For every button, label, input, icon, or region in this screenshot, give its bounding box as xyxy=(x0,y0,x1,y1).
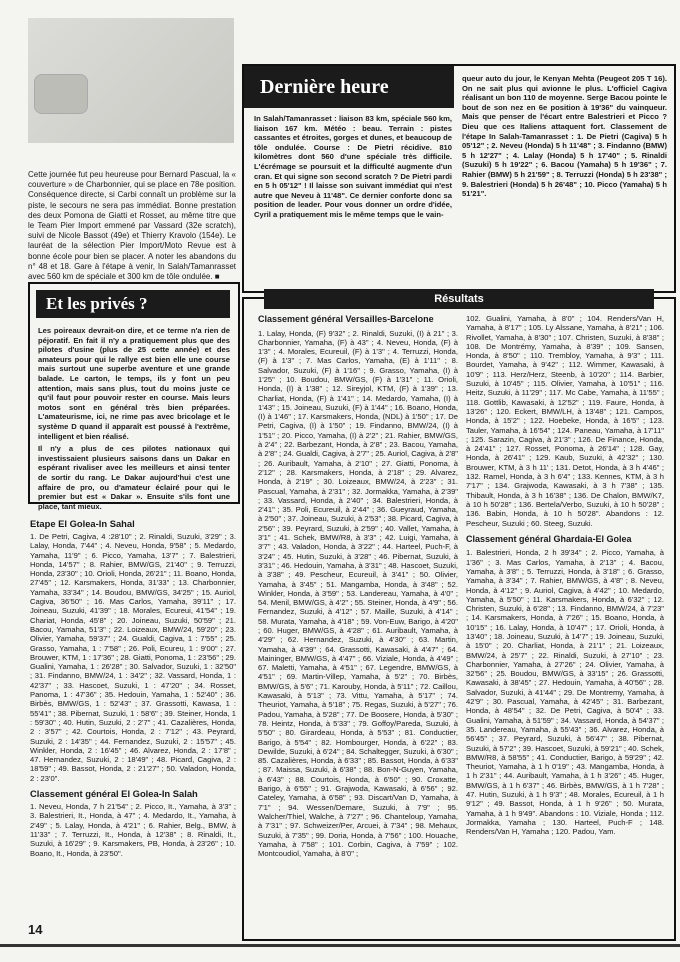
etape-results xyxy=(30,516,236,860)
etape-sahal-title: Etape El Golea-In Sahal xyxy=(30,518,135,529)
prives-paragraph-2: Il n'y a plus de ces pilotes nationaux qui investissaient plusieurs saisons dans un Dakar en espérant rivaliser avec les meilleurs et ainsi tenter de sortir du rang. Le Dakar aujourd'hui c'est une affaire de pro, ou d'amateur éclairé pour qui le premier but est « Dakar ». Ensuite s'ils font une place, tant mieux. xyxy=(38,444,230,511)
photo-badge xyxy=(34,74,88,114)
derniere-heure-column-1: In Salah/Tamanrasset : liaison 83 km, spéciale 560 km, liaison 167 km. Météo : beau. Terrain : pistes cassantes et étroites, gorges et dunes, et beaucoup de tôle ondulée. Course : De Pietri récidive. 810 kilomètres dont 560 d'une spéciale très difficile. L'écrémage se poursuit et la difficulté augmente d'un cran. Et qui signe son second scratch ? De Pietri pardi en 5 h 05'12" ! Il laisse son suivant immédiat qui n'est autre que Neveu à 11'48". Ce dernier conforte donc sa position de leader. Pour vous donner un ordre d'idée, Cyril a pratiquement mis le même temps que le vain- xyxy=(254,114,452,219)
resultats-title: Résultats xyxy=(264,289,654,309)
gen-vb-title: Classement général Versailles-Barcelone xyxy=(258,314,434,324)
bottom-rule xyxy=(0,944,680,947)
intro-paragraph: Cette journée fut peu heureuse pour Bernard Pascual, la « couverture » de Charbonnier, qui se place en 78e position. Conséquence directe, si Carbi connaît un problème sur la piste, le secours ne sera pas immédiat. Bonne prestation des deux Pomona de Giatti et Rosset, au même titre que le Team Pier Import emmené par Vassard (32e scratch), suivi de Nicole Bassot (49e) et Thierry Kravolo (154e). Le lauréat de la sélection Pier Import/Moto Revue est à bonne école pour bien se placer. A noter les abandons du n° 48 et 18. Gare à l'étape à venir, In Salah/Tamanrasset avec 560 km de spéciale et 300 km de tôle ondulée. ■ xyxy=(28,170,236,282)
gen-vb-text-part1: 1. Lalay, Honda, (F) 9'32" ; 2. Rinaldi, Suzuki, (I) à 21" ; 3. Charbonnier, Yamaha, (F) à 43" ; 4. Neveu, Honda, (F) à 1'3" ; 4. Morales, Ecureuil, (F) à 1'3" ; 4. Terruzzi, Honda, (F) à 1'3" ; 7. Mas Carlos, Yamaha, (E) à 1'11" ; 8. Salvador, Suzuki, (F) à 1'16" ; 9. Grasso, Yamaha, (I) à 1'25" ; 10. Boudou, BMW/GS, (F) à 1'31" ; 11. Orioli, Honda, (I) à 1'38" ; 12. Sireyjol, KTM, (F) à 1'39" ; 13. Charliat, Honda, (F) à 1'41" ; 14. Medardo, Yamaha, (I) à 1'43" ; 15. Joineau, Suzuki, (F) à 1'44" ; 16. Boano, Honda, (I) à 1'46" ; 17. Karsmakers, Honda, (NDL) à 1'50" ; 17. De Petri, Cagiva, (I) à 1'50" ; 19. Findanno, BMW/24, (I) à 1'51" ; 20. Picco, Yamaha, (I) à 2'2" ; 21. Rahier, BMW/GS, à 2'4" ; 22. Barbezant, Honda, à 2'8" ; 23. Bacou, Yamaha, à 2'8" ; 24. Gualdi, Cagiva, à 2'7" ; 25. Auriol, Cagiva, à 2'8" ; 26. Auribault, Yamaha, à 2'10" ; 27. Giatti, Ponoma, à 2'12" ; 28. Karsmakers, Honda, à 2'18" ; 29. Alvarez, Honda, à 2'19" ; 30. Loizeaux, BMW/24, à 2'23" ; 31. Pascual, Yamaha, à 2'31" ; 32. Jormakka, Yamaha, à 2'39" ; 33. Vassard, Honda, à 2'40" ; 34. Balestrieri, Honda, à 2'41" ; 35. Poli, Ecureuil, à 2'44" ; 36. Gueyraud, Yamaha, à 2'50" ; 37. Joineau, Suzuki, à 2'53" ; 38. Picard, Cagiva, à 2'56" ; 39. Peyrard, Suzuki, à 2'59" ; 40. Vallet, Yamaha, à 3'1" ; 41. Schek, BMW/R8, à 3'3" ; 42. Luigi, Yamaha, à 3'7" ; 43. Valadon, Honda, à 3'22" ; 44. Harteel, Puch-F, à 3'24" ; 45. Hutin, Suzuki, à 3'28" ; 46. Pibernat, Suzuki, à 3'31" ; 46. Hedouin, Yamaha, à 3'31" ; 48. Hascoet, Suzuki, à 3'38" ; 49. Pescheur, Ecureuil, à 3'41" ; 50. Olivier, Yamaha, à 3'45" ; 51. Mangamba, Honda, à 3'48" ; 52. Winkler, Honda, à 3'59" ; 53. Landereau, Yamaha, à 4'0" ; 54. Menil, BMW/GS, à 4'2" ; 55. Steiner, Honda, à 4'9" ; 56. Fernandez, Suzuki, à 4'12" ; 57. Maille, Suzuki, à 4'14" ; 58. Murata, Yamaha, à 4'18" ; 59. Von-Euw, Barigo, à 4'20" ; 60. Huger, BMW/GS, à 4'28" ; 61. Auribault, Yamaha, à 4'29" ; 62. Hernandez, Suzuki, à 4'30" ; 63. Martin, Yamaha, à 4'39" ; 64. Grassotti, Kawasaki, à 4'47" ; 64. Maininger, BMW/GS, à 4'47" ; 66. Viziale, Honda, à 4'49" ; 67. Maletti, Yamaha, à 4'51" ; 67. Legendre, BMW/GS, à 4'51" ; 69. Martin-Villep, Yamaha, à 5'2" ; 70. Birbès, BMW/GS, à 5'6" ; 71. Karouby, Honda, à 5'11" ; 72. Caillou, Kawasaki, à 5'13" ; 73. Vittu, Yamaha, à 5'17" ; 74. Theuriot, Yamaha, à 5'18" ; 75. Regas, Suzuki, à 5'27" ; 76. Padou, Yamaha, à 5'28" ; 77. De Boosere, Honda, à 5'30" ; 78. Heintz, Honda, à 5'33" ; 79. Goffoy/Pareda, Suzuki, à 5'50" ; 80. Girardeau, Honda, à 5'53" ; 81. Conductier, Barigo, à 5'54" ; 82. Hombourger, Honda, à 6'22" ; 83. Dewilde, Suzuki, à 6'24" ; 84. Schaltegger, Suzuki, à 6'30" ; 85. Cazalières, Honda, à 6'33" ; 85. Bassot, Honda, à 6'33" ; 87. Maissa, Suzuki, à 6'38" ; 88. Bon-N-Guyen, Yamaha, à 6'43" ; 88. Courtois, Honda, à 6'50" ; 90. Croxatte, Barigo, à 6'55" ; 91. Grajwoda, Kawasaki, à 6'56" ; 92. Cateley, Yamaha, à 6'58" ; 93. Discart/Van D, Yamaha, à 7'1" ; 94. Wessen/Demare, Suzuki, à 7'9" ; 95. Walcher/Thiel, Walche, à 7'27" ; 96. Chanteloup, Yamaha, à 7'31" ; 97. Schweizer/Per, Arcuei, à 7'34" ; 98. Mehaux, Suzuki, à 7'35" ; 99. Doria, Honda, à 7'56" ; 100. Houache, Yamaha, à 7'58" ; 101. Corbin, Cagiva, à 7'59" ; 102. Montcoudiol, Yamaha, à 8'0" ; xyxy=(258,328,458,859)
gen-in-salah-title: Classement général El Golea-In Salah xyxy=(30,788,198,800)
etape-sahal-text: 1. De Petri, Cagiva, 4 :28'10" ; 2. Rinaldi, Suzuki, 3'29" ; 3. Lalay, Honda, 7'44" ; 4. Neveu, Honda, 9'58" ; 5. Medardo, Yamaha, 11'9" ; 6. Picco, Yamaha, 13'7" ; 7. Balestrieri, Honda, 14'57" ; 8. Rahier, BMW/GS, 21'40" ; 9. Terruzzi, Honda, 23'30" ; 10. Orioli, Honda, 26'21" ; 11. Boano, Honda, 27'45" ; 12. Karsmakers, Honda, 31'33" ; 13. Charbonnier, Yamaha, 33'34" ; 14. Boudou, BMW/GS, 34'25" ; 15. Auriol, Cagiva, 36'50" ; 16. Mas Carlos, Yamaha, 39'11" ; 17. Joineau, Suzuki, 41'39" ; 18. Morales, Ecureui, 41'54" ; 19. Chariat, Honda, 45'8" ; 20. Joineau, Suzuki, 50'59" ; 21. Bacou, Yamaha, 51'3" ; 22. Loizeaux, BMW/24, 59'20" ; 23. Olivier, Yamaha, 59'37" ; 24. Gualdi, Cagiva, 1 : 7'55" ; 25. Grasso, Yamaha, 1 : 7'58" ; 26. Poli, Ecureu, 1 : 9'00" ; 27. Brouwer, KTM, 1 : 17'36" ; 28. Giatti, Ponoma, 1 : 23'56" ; 29. Gualini, Yamaha, 1 : 26'28" ; 30. Salvador, Suzuki, 1 : 32'50" ; 31. Findanno, BMW/24, 1 : 34'2" ; 32. Vassard, Honda, 1 : 42'37" ; 33. Hascoet, Suzuki, 1 : 47'20" ; 34. Rosset, Panoma, 1 : 47'36" ; 35. Hedouin, Yamaha, 1 : 52'40" ; 36. Birbès, BMW/GS, 1 : 52'43" ; 37. Grassotti, Kawasa, 1 : 55'41" ; 38. Pibernat, Suzuki, 1 : 58'6" ; 39. Steiner, Honda, 1 : 59'30" ; 40. Hutin, Suzuki, 2 : 2'7" ; 41. Cazalières, Honda, 2 : 3'57" ; 42. Courtois, Honda, 2 : 7'12" ; 43. Peyrard, Suzuki, 2 : 14'35" ; 44. Fernandez, Suzuki, 2 : 15'57" ; 45. Winkler, Honda, 2 : 16'45" ; 46. Alvarez, Honda, 2 : 17'8" ; 47. Hernandez, Suzuki, 2 : 18'49" ; 48. Picard, Cagiva, 2 : 18'59" ; 49. Bassot, Honda, 2 : 21'27" ; 50. Valadon, Honda, 2 : 23'0". xyxy=(30,532,236,783)
prives-paragraph-1: Les poireaux devrait-on dire, et ce terme n'a rien de péjoratif. En fait il n'y a pratiquement plus que des pilotes d'usine (plus de 25 cette année) et des amateurs pour qui le rallye est bien elle une course mais surtout une superbe aventure et une grande balade. Le carton, le temps, ils y font un peu attention, mais sans plus, tout du moins juste ce qu'il faut pour pouvoir rester en course. Mais leurs motos sont en général très bien préparées. L'amateurisme, ici, ne rime pas avec bricolage et le système D quand il apparaît est poussé à l'extrême, intelligent et bien réalisé. xyxy=(38,326,230,441)
gen-vb-text-part2: 102. Gualini, Yamaha, à 8'0" ; 104. Renders/Van H, Yamaha, à 8'17" ; 105. Ly Alssane, Yamaha, à 8'21" ; 106. Rivollet, Yamaha, à 8'30" ; 107. Christen, Suzuki, à 8'38" ; 108. De Montrémy, Yamaha, à 8'39" ; 109. Sansen, Honda, à 8'50" ; 110. Tremblоy, Yamaha, à 9'3" ; 111. Bourdet, Yamaha, à 9'42" ; 112. Wimmer, Kawasaki, à 10'9" ; 113. Herz/Herz, Steenb, à 10'20" ; 114. Barbier, Suzuki, à 10'45" ; 115. Olivier, Yamaha, à 10'51" ; 116. Heitz, Suzuki, à 11'29" ; 117. Mc Cabe, Yamaha, à 11'55" ; 118. Gottlib, Kawasaki, à 12'52" ; 119. Faure, Honda, à 13'26" ; 120. Eckert, BMW/LH, à 13'48" ; 121. Campos, Honda, à 15'2" ; 122. Hoebeke, Honda, à 16'5" ; 123. Tauler, Yamaha, à 16'54" ; 124. Paneau, Yamaha, à 17'11" ; 125. Sarazin, Cagiva, à 21'3" ; 126. De Finance, Honda, à 24'41" ; 127. Rosset, Ponoma, à 26'14" ; 128. Gay, Honda, à 26'41" ; 129. Kaub, Suzuki, à 42'32" ; 130. Brouwer, KTM, à 3 h 11' ; 131. Detot, Honda, à 3 h 4'46" ; 132. Ramel, Honda, à 3 h 6'4" ; 133. Kennes, KTM, à 3 h 7'17" ; 134. Grajwoda, Kawasaki, à 3 h 7'38" ; 135. Thibault, Honda, à 3 h 16'38" ; 136. De Chalon, BMW/K7, à 10 h 50'28" ; 136. Bertela/Verbo, Suzuki, à 10 h 50'28" ; 136. Babin, Honda, à 10 h 50'28". Abandons : 12. Pescheur, Suzuki ; 60. Steeg, Suzuki. xyxy=(466,314,664,528)
gen-ge-title: Classement général Ghardaia-El Golea xyxy=(466,533,632,544)
gen-ge-text: 1. Balestrieri, Honda, 2 h 39'34" ; 2. Picco, Yamaha, à 1'36" ; 3. Mas Carlos, Yamaha, à 2'13" ; 4. Bacou, Yamaha, à 3'8" ; 5. Terruzzi, Honda, à 3'18" ; 6. Grasso, Yamaha, à 3'34" ; 7. Rahier, BMW/GS, à 4'8" ; 8. Neveu, Honda, à 4'12" ; 9. Auriol, Cagiva, à 4'42" ; 10. Medardo, Yamaha, à 5'50" ; 11. Karsmakers, Honda, à 6'32" ; 12. Christen, Suzuki, à 6'28" ; 13. Findanno, BMW/24, à 7'23" ; 14. Karsmakers, Honda, à 7'26" ; 15. Boano, Honda, à 10'15" ; 16. Lalay, Honda, à 10'47" ; 17. Orioli, Honda, à 13'40" ; 18. Joineau, Suzuki, à 14'7" ; 19. Joineau, Suzuki, à 15'0" ; 20. Charliat, Honda, à 21'1" ; 21. Loizeaux, BMW/24, à 25'7" ; 22. Rinaldi, Suzuki, à 27'10" ; 23. Charbonnier, Yamaha, à 27'26" ; 24. Olivier, Yamaha, à 32'56" ; 25. Boudou, BMW/GS, à 33'15" ; 26. Grassotti, Kawasaki, à 38'45" ; 27. Hedouin, Yamaha, à 40'56" ; 28. Salvador, Suzuki, à 41'44" ; 29. De Montremy, Yamaha, à 42'9" ; 30. Pascual, Yamaha, à 42'45" ; 31. Barbezant, Honda, à 48'54" ; 32. De Petri, Cagiva, à 50'4" ; 33. Gualini, Yamaha, à 51'59" ; 34. Vassard, Honda, à 54'37" ; 35. Landereau, Yamaha, à 55'43" ; 36. Alvarez, Honda, à 56'45" ; 37. Peyrard, Suzuki, à 56'47" ; 38. Pibernat, Suzuki, à 57'2" ; 39. Hascoet, Suzuki, à 59'21" ; 40. Schek, BMW/R8, à 58'55" ; 41. Conductier, Barigo, à 59'29" ; 42. Theuriot, Yamaha, à 1 h 0'19" ; 43. Mangamba, Honda, à 1 h 2'31" ; 44. Auribault, Yamaha, à 1 h 3'26" ; 45. Huger, BMW/GS, à 1 h 6'37" ; 46. Birbès, BMW/GS, à 1 h 7'28" ; 47. Hutin, Suzuki, à 1 h 9'3" ; 48. Morales, Ecureuil, à 1 h 9'12" ; 49. Bassot, Honda, à 1 h 9'26" ; 50. Murata, Yamaha, à 1 h 9'49". Abandons : 10. Viziale, Honda ; 112. Jormakka, Yamaha ; 130. Harteel, Puch-F ; 148. Renders/Van H, Yamaha ; 120. Padou, Yam. xyxy=(466,548,664,837)
rally-photo xyxy=(28,18,234,143)
gen-in-salah-text: 1. Neveu, Honda, 7 h 21'54" ; 2. Picco, It., Yamaha, à 3'3" ; 3. Balestrieri, It., Honda, à 47" ; 4. Medardo, It., Yamaha, à 2'49" ; 5. Lalay, Honda, à 4'21" ; 6. Rahier, Belg., BMW, à 11'33" ; 7. Terruzzi, It., Honda, à 12'38" ; 8. Rinaldi, It., Suzuki, à 16'29" ; 9. Karsmakers, PB, Honda, à 23'26" ; 10. Boano, It., Honda, à 23'50". xyxy=(30,802,236,858)
prives-title: Et les privés ? xyxy=(36,290,230,318)
resultats-column-1 xyxy=(258,314,458,929)
prives-text xyxy=(38,326,230,511)
prives-box xyxy=(28,282,240,511)
page-number: 14 xyxy=(28,922,43,937)
derniere-heure-title: Dernière heure xyxy=(244,66,454,108)
resultats-column-2 xyxy=(466,314,664,929)
derniere-heure-column-2: queur auto du jour, le Kenyan Mehta (Peugeot 205 T 16). On ne sait plus qui avionne le plus. L'officiel Cagiva réalisant un bon 110 de moyenne. Serge Bacou pointe le bout de son nez en 6e position à 19'36" du vainqueur. Mais que penser de l'écart entre Balestrieri et Picco ? Dieu que ces Italiens attaquent fort. Classement de l'étape In Salah-Tamanrasset : 1. De Pietri (Cagiva) 5 h 05'12" ; 2. Neveu (Honda) 5 h 11'48" ; 3. Findanno (BMW) 5 h 12'27" ; 4. Lalay (Honda) 5 h 17'40" ; 5. Rinaldi (Suzuki) 5 h 19'22" ; 6. Bacou (Yamaha) 5 h 19'36" ; 7. Rahier (BMW) 5 h 21'59" ; 8. Terruzzi (Honda) 5 h 23'38" ; 9. Balestrieri (Honda) 5 h 26'48" ; 10. Picco (Yamaha) 5 h 51'21". xyxy=(462,74,667,199)
derniere-heure-box xyxy=(242,64,676,293)
